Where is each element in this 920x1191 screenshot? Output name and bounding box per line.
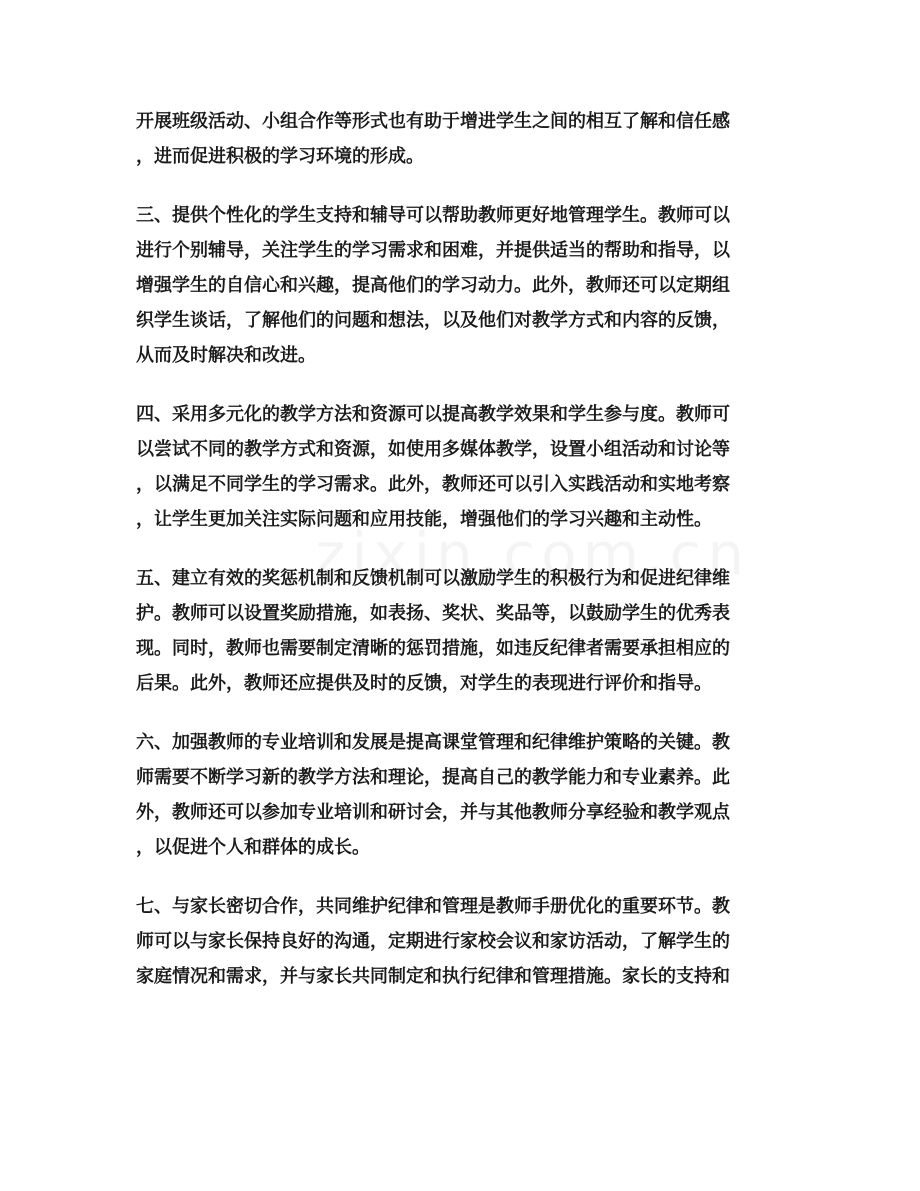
text-line: 六、加强教师的专业培训和发展是提高课堂管理和纪律维护策略的关键。教	[136, 732, 730, 753]
text-line: 三、提供个性化的学生支持和辅导可以帮助教师更好地管理学生。教师可以	[136, 205, 730, 226]
text-line: 从而及时解决和改进。	[136, 345, 316, 366]
text-line: 师需要不断学习新的教学方法和理论，提高自己的教学能力和专业素养。此	[136, 767, 730, 788]
paragraph	[136, 725, 786, 865]
text-line: ，进而促进积极的学习环境的形成。	[136, 146, 424, 167]
text-line: 现。同时，教师也需要制定清晰的惩罚措施，如违反纪律者需要承担相应的	[136, 638, 730, 659]
text-line: ，以促进个人和群体的成长。	[136, 837, 370, 858]
text-line: 织学生谈话，了解他们的问题和想法，以及他们对教学方式和内容的反馈，	[136, 310, 730, 331]
text-line: 后果。此外，教师还应提供及时的反馈，对学生的表现进行评价和指导。	[136, 673, 712, 694]
paragraph	[136, 104, 786, 174]
text-line: 进行个别辅导，关注学生的学习需求和困难，并提供适当的帮助和指导，以	[136, 240, 730, 261]
text-line: 家庭情况和需求，并与家长共同制定和执行纪律和管理措施。家长的支持和	[136, 966, 730, 987]
paragraph	[136, 889, 786, 994]
text-line: ，以满足不同学生的学习需求。此外，教师还可以引入实践活动和实地考察	[136, 474, 730, 495]
text-line: 五、建立有效的奖惩机制和反馈机制可以激励学生的积极行为和促进纪律维	[136, 568, 730, 589]
paragraph	[136, 198, 786, 373]
text-line: 外，教师还可以参加专业培训和研讨会，并与其他教师分享经验和教学观点	[136, 802, 730, 823]
text-line: 七、与家长密切合作，共同维护纪律和管理是教师手册优化的重要环节。教	[136, 896, 730, 917]
text-line: 护。教师可以设置奖励措施，如表扬、奖状、奖品等，以鼓励学生的优秀表	[136, 603, 730, 624]
document-body	[136, 104, 786, 994]
text-line: 师可以与家长保持良好的沟通，定期进行家校会议和家访活动，了解学生的	[136, 931, 730, 952]
text-line: 增强学生的自信心和兴趣，提高他们的学习动力。此外，教师还可以定期组	[136, 275, 730, 296]
text-line: ，让学生更加关注实际问题和应用技能，增强他们的学习兴趣和主动性。	[136, 509, 712, 530]
text-line: 开展班级活动、小组合作等形式也有助于增进学生之间的相互了解和信任感	[136, 111, 730, 132]
text-line: 以尝试不同的教学方式和资源，如使用多媒体教学，设置小组活动和讨论等	[136, 439, 730, 460]
text-line: 四、采用多元化的教学方法和资源可以提高教学效果和学生参与度。教师可	[136, 404, 730, 425]
paragraph	[136, 561, 786, 701]
paragraph	[136, 397, 786, 537]
